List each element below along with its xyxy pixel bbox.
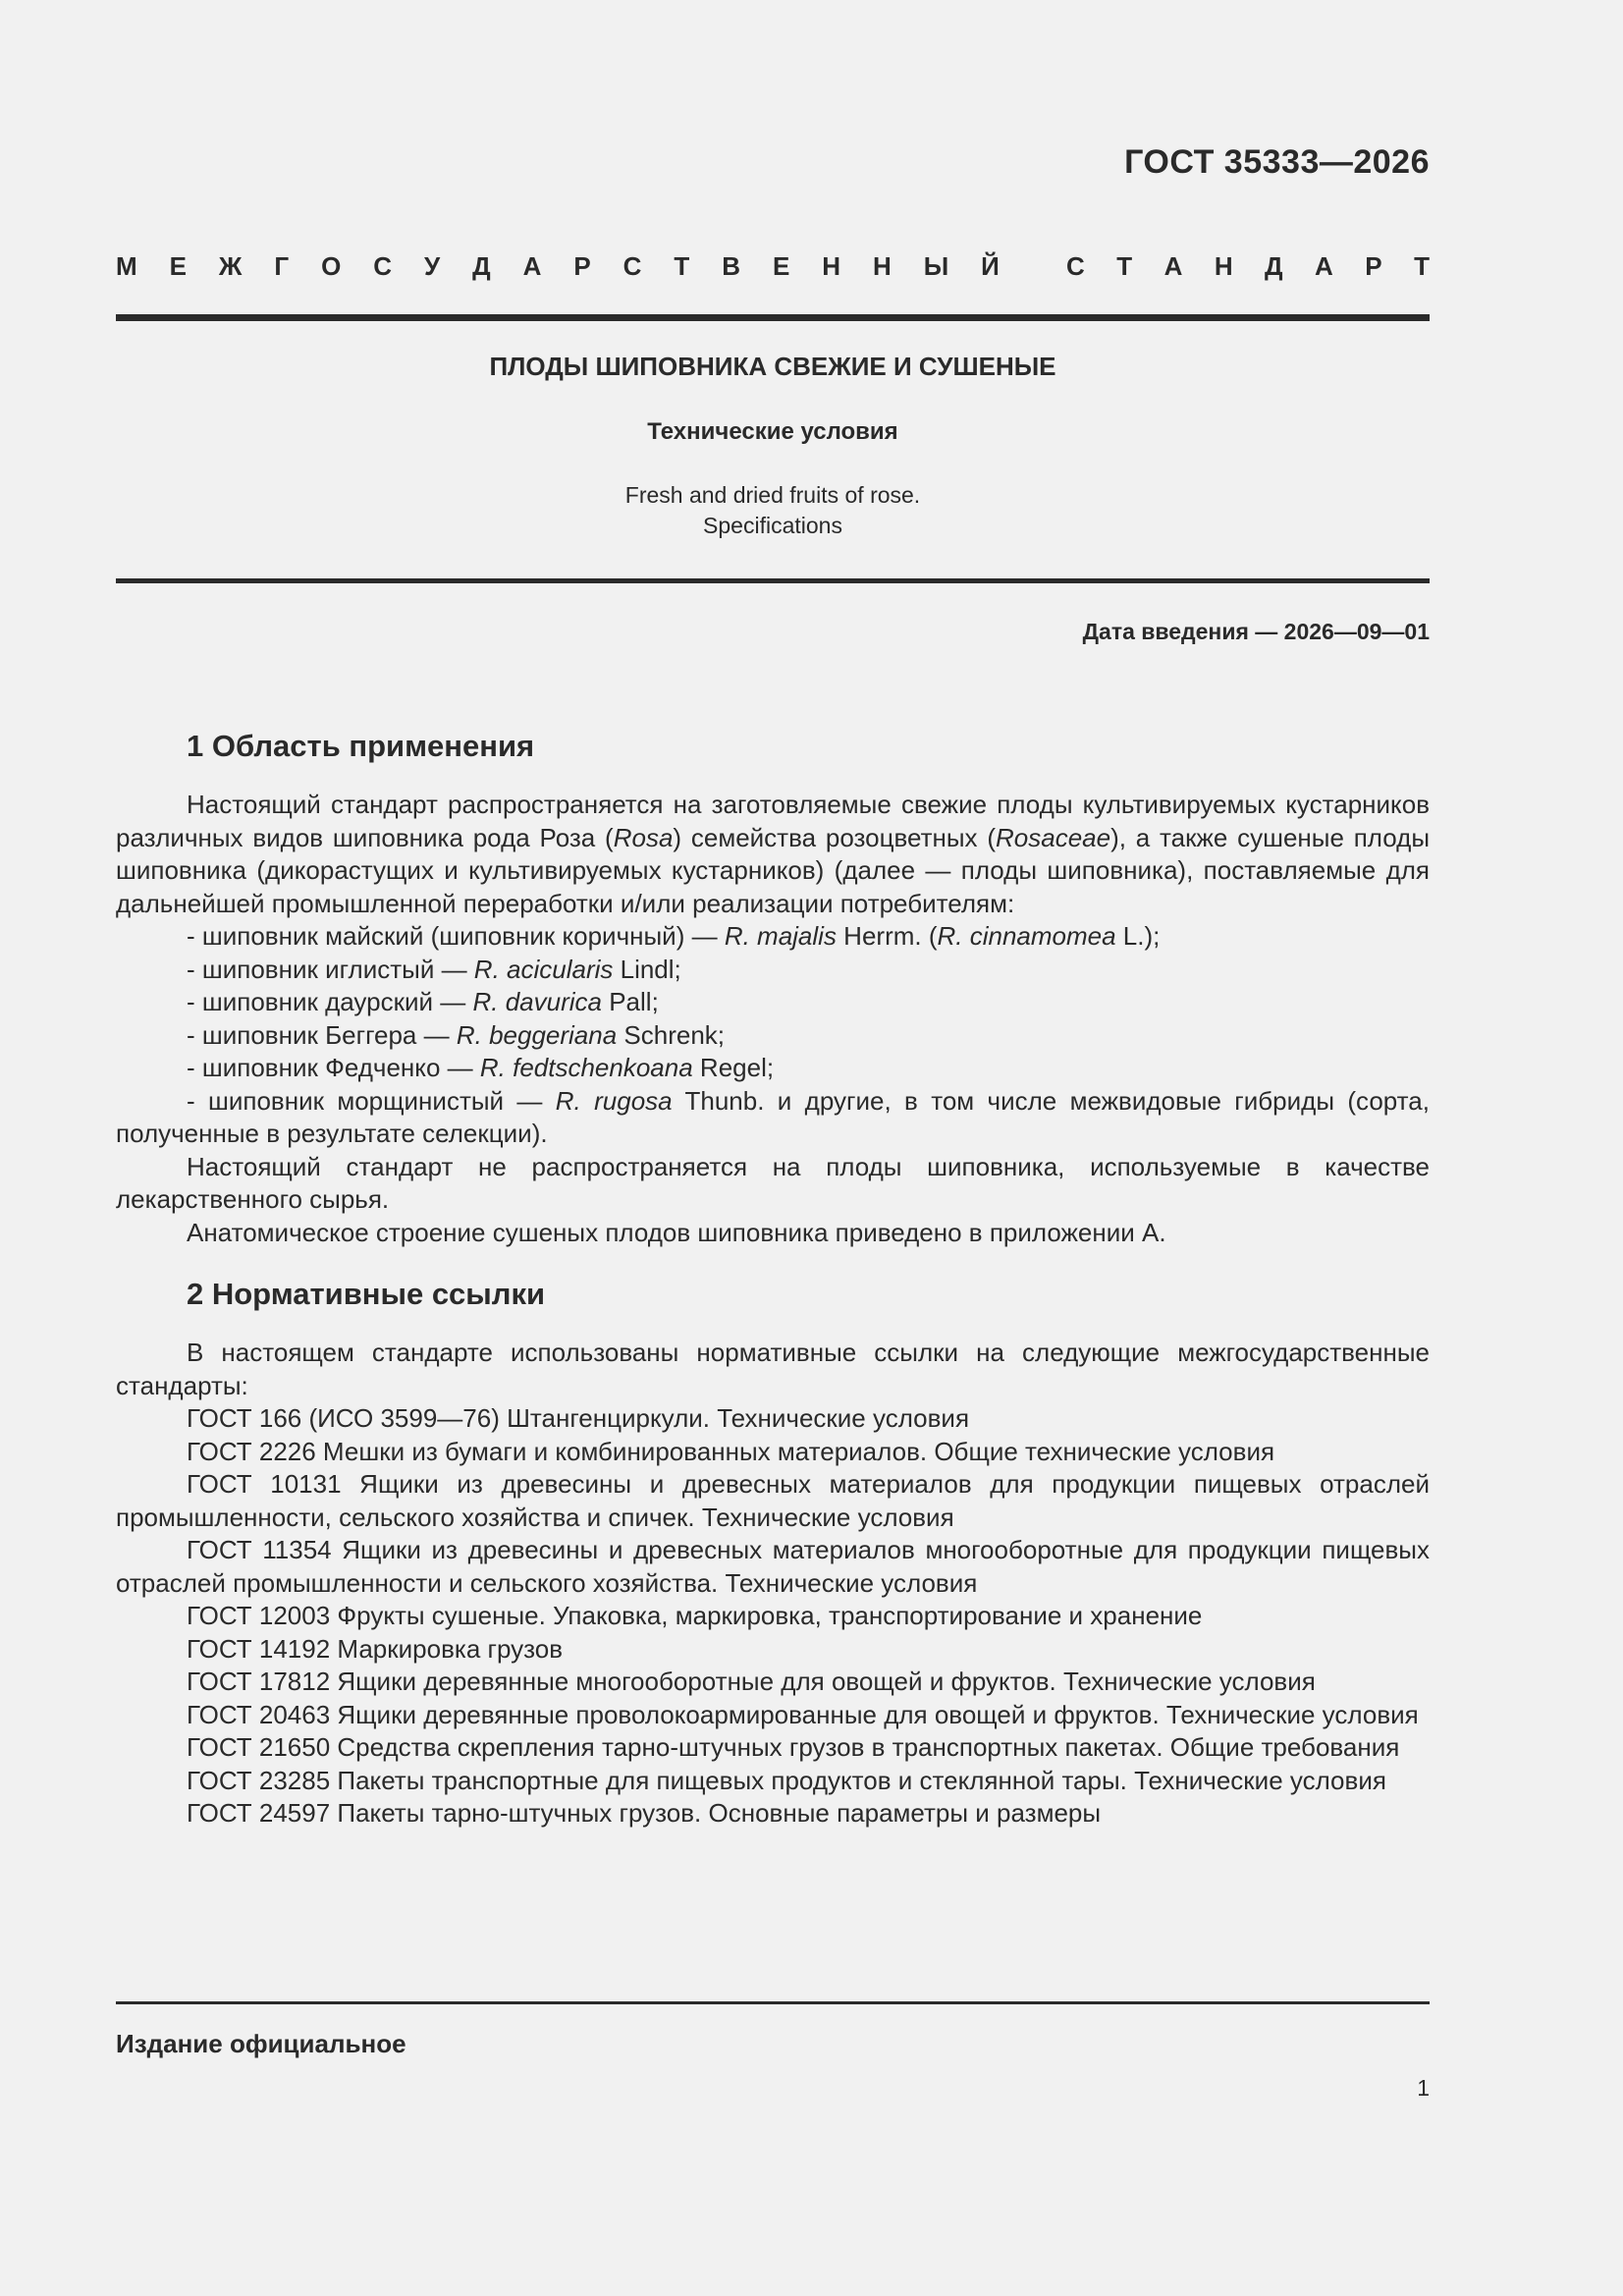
top-rule (116, 314, 1430, 321)
latin-name: R. rugosa (555, 1085, 673, 1116)
spread-letter: А (1163, 251, 1183, 281)
standard-kind-word-1 (116, 251, 1000, 282)
spread-letter: Е (169, 251, 187, 281)
document-title-english (116, 480, 1430, 541)
latin-name: R. majalis (724, 921, 837, 951)
section-1-heading: 1 Область применения (187, 729, 535, 763)
text-run: - шиповник майский (шиповник коричный) — (187, 921, 725, 951)
latin-name: Rosa (613, 822, 674, 852)
spread-letter: Р (1365, 251, 1382, 281)
page-number: 1 (1417, 2075, 1430, 2101)
document-title: ПЛОДЫ ШИПОВНИКА СВЕЖИЕ И СУШЕНЫЕ (489, 352, 1056, 381)
standard-kind (116, 251, 1430, 282)
spread-letter: С (1066, 251, 1085, 281)
text-run: L.); (1115, 921, 1161, 951)
text-run: - шиповник даурский — (187, 987, 473, 1016)
latin-name: R. davurica (472, 987, 602, 1016)
text-run: Lindl; (613, 954, 681, 984)
spread-letter: О (321, 251, 342, 281)
official-edition-label: Издание официальное (116, 2029, 406, 2058)
spread-letter: Т (674, 251, 690, 281)
text-run: Настоящий стандарт распространяется на заготовляемые свежие плоды культивируемых кустарников различных видов шиповника рода Роза ( (116, 790, 1430, 852)
text-run: ), а также сушеные плоды шиповника (дикорастущих и культивируемых кустарников) (далее — плоды шиповника), поставляемые для дальнейшей промышленной переработки и/или реализации потребителям: (116, 822, 1431, 918)
standard-kind-word-2 (1066, 251, 1430, 282)
spread-letter: В (722, 251, 741, 281)
spread-letter: Ы (923, 251, 949, 281)
text-run: - шиповник морщинистый — (187, 1085, 556, 1116)
title-bottom-rule (116, 578, 1430, 583)
spread-letter: С (622, 251, 642, 281)
spread-letter: Н (873, 251, 892, 281)
text-run: - шиповник Беггера — (187, 1019, 457, 1050)
spread-letter: М (116, 251, 137, 281)
title-en-line-1: Fresh and dried fruits of rose. (624, 482, 921, 508)
text-run: - шиповник иглистый — (187, 954, 474, 984)
list-item (116, 920, 1430, 954)
spread-letter: Т (1116, 251, 1133, 281)
spread-letter: Ж (218, 251, 243, 281)
text-run: Pall; (601, 987, 659, 1016)
section-1-paragraph-2: Настоящий стандарт не распространяется на плоды шиповника, используемые в качестве лекарственного сырья. (116, 1151, 1430, 1214)
reference-item: ГОСТ 12003 Фрукты сушеные. Упаковка, маркировка, транспортирование и хранение (187, 1601, 1203, 1630)
reference-item: ГОСТ 23285 Пакеты транспортные для пищевых продуктов и стеклянной тары. Технические условия (187, 1765, 1386, 1795)
latin-name: R. cinnamomea (937, 921, 1116, 951)
spread-letter: А (522, 251, 542, 281)
spread-letter: Й (981, 251, 1000, 281)
reference-item: ГОСТ 2226 Мешки из бумаги и комбинированных материалов. Общие технические условия (187, 1436, 1275, 1466)
text-run: Schrenk; (617, 1019, 726, 1050)
section-2-intro: В настоящем стандарте использованы нормативные ссылки на следующие межгосударственные стандарты: (116, 1338, 1430, 1400)
list-item (116, 1085, 1430, 1151)
reference-item: ГОСТ 21650 Средства скрепления тарно-штучных грузов в транспортных пакетах. Общие требования (187, 1732, 1400, 1762)
text-run: - шиповник Федченко — (187, 1053, 480, 1082)
latin-name: R. beggeriana (456, 1019, 618, 1050)
section-1-paragraph-1 (116, 789, 1430, 920)
section-1-paragraph-3: Анатомическое строение сушеных плодов шиповника приведено в приложении А. (187, 1217, 1166, 1247)
spread-letter: С (373, 251, 393, 281)
reference-item: ГОСТ 24597 Пакеты тарно-штучных грузов. Основные параметры и размеры (187, 1798, 1102, 1828)
text-run: ) семейства розоцветных ( (673, 822, 996, 852)
spread-letter: Д (472, 251, 491, 281)
latin-name: Rosaceae (996, 822, 1111, 852)
section-2-heading: 2 Нормативные ссылки (187, 1277, 546, 1311)
text-run: Regel; (692, 1053, 775, 1082)
reference-item: ГОСТ 20463 Ящики деревянные проволокоармированные для овощей и фруктов. Технические условия (187, 1699, 1419, 1729)
reference-item: ГОСТ 11354 Ящики из древесины и древесных материалов многооборотные для продукции пищевых отраслей промышленности и сельского хозяйства. Технические условия (116, 1535, 1430, 1598)
reference-item: ГОСТ 14192 Маркировка грузов (187, 1633, 564, 1664)
list-item (116, 954, 1430, 987)
reference-item: ГОСТ 17812 Ящики деревянные многооборотные для овощей и фруктов. Технические условия (187, 1667, 1316, 1696)
spread-letter: Е (772, 251, 790, 281)
footer-rule (116, 2001, 1430, 2004)
list-item (116, 986, 1430, 1019)
spread-letter: Р (573, 251, 591, 281)
list-item (116, 1052, 1430, 1085)
spread-letter: Т (1414, 251, 1430, 281)
title-en-line-2: Specifications (703, 513, 842, 538)
document-subtitle: Технические условия (647, 418, 898, 445)
spread-letter: Н (822, 251, 841, 281)
spread-letter: Д (1265, 251, 1283, 281)
text-run: Thunb. и другие, в том числе межвидовые гибриды (сорта, полученные в результате селекции). (116, 1085, 1430, 1148)
latin-name: R. fedtschenkoana (479, 1053, 693, 1082)
latin-name: R. acicularis (473, 954, 614, 984)
list-item (116, 1019, 1430, 1053)
spread-letter: У (424, 251, 441, 281)
document-body (116, 723, 1430, 1831)
introduction-date: Дата введения — 2026—09—01 (1082, 619, 1430, 644)
gost-number: ГОСТ 35333—2026 (1124, 143, 1430, 181)
reference-item: ГОСТ 166 (ИСО 3599—76) Штангенциркули. Технические условия (187, 1403, 970, 1433)
spread-letter: Н (1214, 251, 1233, 281)
spread-letter: Г (274, 251, 290, 281)
spread-letter: А (1315, 251, 1333, 281)
text-run: Herrm. ( (836, 921, 938, 951)
reference-item: ГОСТ 10131 Ящики из древесины и древесных материалов для продукции пищевых отраслей промышленности, сельского хозяйства и спичек. Технические условия (116, 1469, 1430, 1532)
